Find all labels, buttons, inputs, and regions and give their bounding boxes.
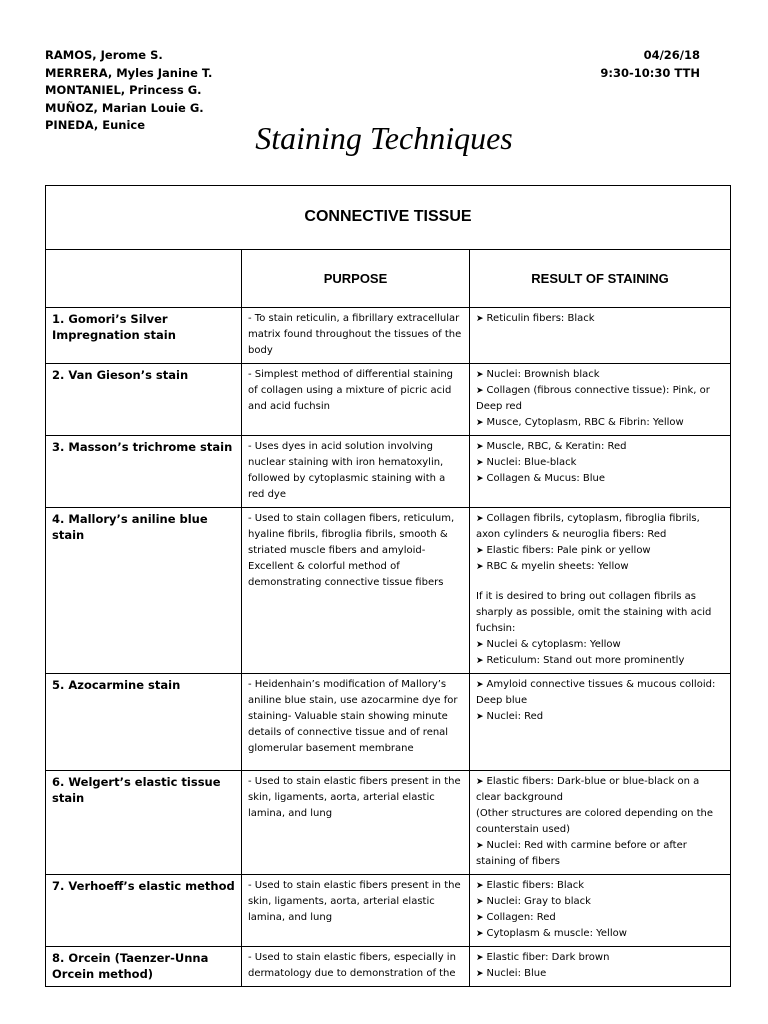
author-name: RAMOS, Jerome S.	[45, 48, 163, 62]
arrow-bullet-icon: ➤	[476, 897, 484, 907]
purpose-text: - Uses dyes in acid solution involving nuclear staining with iron hematoxylin, followed by cytoplasmic staining with a red dye	[248, 441, 446, 500]
result-note: If it is desired to bring out collagen fibrils as sharply as possible, omit the staining with acid fuchsin:	[476, 591, 712, 634]
result-item: ➤ Nuclei: Gray to black	[476, 896, 591, 907]
header-purpose: PURPOSE	[242, 250, 470, 308]
stain-name: 3. Masson’s trichrome stain	[46, 436, 242, 508]
arrow-bullet-icon: ➤	[476, 562, 484, 572]
result-item: ➤ Collagen & Mucus: Blue	[476, 473, 606, 484]
header-result: RESULT OF STAINING	[470, 250, 731, 308]
arrow-bullet-icon: ➤	[476, 546, 484, 556]
result-item: ➤ Elastic fibers: Black	[476, 880, 585, 891]
purpose-cell	[242, 674, 470, 771]
result-cell	[470, 674, 731, 771]
table-row	[46, 508, 731, 674]
arrow-bullet-icon: ➤	[476, 680, 484, 690]
result-item: ➤ Nuclei: Red	[476, 711, 544, 722]
result-item: ➤ Musce, Cytoplasm, RBC & Fibrin: Yellow	[476, 417, 684, 428]
document-title: Staining Techniques	[255, 120, 513, 156]
result-item: ➤ Cytoplasm & muscle: Yellow	[476, 928, 627, 939]
purpose-cell	[242, 308, 470, 364]
purpose-cell	[242, 364, 470, 436]
arrow-bullet-icon: ➤	[476, 881, 484, 891]
result-item: ➤ Reticulum: Stand out more prominently	[476, 655, 685, 666]
result-item: ➤ Muscle, RBC, & Keratin: Red	[476, 441, 627, 452]
arrow-bullet-icon: ➤	[476, 314, 484, 324]
arrow-bullet-icon: ➤	[476, 386, 484, 396]
result-cell	[470, 308, 731, 364]
arrow-bullet-icon: ➤	[476, 953, 484, 963]
purpose-text: - To stain reticulin, a fibrillary extracellular matrix found throughout the tissues of the body	[248, 313, 462, 356]
arrow-bullet-icon: ➤	[476, 370, 484, 380]
header-empty	[46, 250, 242, 308]
stain-name: 8. Orcein (Taenzer-Unna Orcein method)	[46, 947, 242, 987]
result-note: (Other structures are colored depending on the counterstain used)	[476, 808, 714, 835]
arrow-bullet-icon: ➤	[476, 929, 484, 939]
arrow-bullet-icon: ➤	[476, 418, 484, 428]
table-row	[46, 436, 731, 508]
purpose-text: - Heidenhain’s modification of Mallory’s aniline blue stain, use azocarmine dye for staining	[248, 679, 458, 722]
stain-name: 4. Mallory’s aniline blue stain	[46, 508, 242, 674]
result-item: ➤ Collagen: Red	[476, 912, 556, 923]
arrow-bullet-icon: ➤	[476, 913, 484, 923]
stain-name: 1. Gomori’s Silver Impregnation stain	[46, 308, 242, 364]
purpose-cell	[242, 436, 470, 508]
arrow-bullet-icon: ➤	[476, 474, 484, 484]
stain-name: 2. Van Gieson’s stain	[46, 364, 242, 436]
purpose-text: - Excellent & colorful method of demonstrating connective tissue fibers	[248, 545, 444, 588]
table-row	[46, 947, 731, 987]
arrow-bullet-icon: ➤	[476, 442, 484, 452]
purpose-cell	[242, 875, 470, 947]
stain-name: 6. Welgert’s elastic tissue stain	[46, 771, 242, 875]
result-item: ➤ Collagen fibrils, cytoplasm, fibroglia fibrils, axon cylinders & neuroglia fibers: Red	[476, 513, 700, 540]
section-row	[46, 186, 731, 250]
arrow-bullet-icon: ➤	[476, 514, 484, 524]
spacer	[476, 575, 724, 589]
date-block	[600, 47, 700, 82]
result-item: ➤ Elastic fibers: Dark-blue or blue-black on a clear background	[476, 776, 700, 803]
result-item: ➤ Reticulin fibers: Black	[476, 313, 595, 324]
result-item: ➤ Elastic fibers: Pale pink or yellow	[476, 545, 651, 556]
result-item: ➤ Collagen (fibrous connective tissue): Pink, or Deep red	[476, 385, 710, 412]
author-name: PINEDA, Eunice	[45, 118, 146, 133]
author-name: MERRERA, Myles Janine T.	[45, 65, 213, 80]
purpose-cell	[242, 771, 470, 875]
arrow-bullet-icon: ➤	[476, 640, 484, 650]
table-row	[46, 674, 731, 771]
arrow-bullet-icon: ➤	[476, 458, 484, 468]
author-name: MUÑOZ, Marian Louie G.	[45, 100, 204, 115]
purpose-text: - Used to stain elastic fibers present in the skin, ligaments, aorta, arterial elastic lamina, and lung	[248, 776, 461, 819]
result-cell	[470, 508, 731, 674]
result-item: ➤ Nuclei: Blue-black	[476, 457, 577, 468]
purpose-text: - Used to stain collagen fibers, reticulum, hyaline fibrils, fibroglia fibrils, smooth & striated muscle fibers and amyloid	[248, 513, 455, 556]
schedule: 9:30-10:30 TTH	[600, 65, 700, 80]
arrow-bullet-icon: ➤	[476, 777, 484, 787]
table-row	[46, 364, 731, 436]
result-cell	[470, 947, 731, 987]
arrow-bullet-icon: ➤	[476, 712, 484, 722]
result-item: ➤ Elastic fiber: Dark brown	[476, 952, 610, 963]
purpose-cell	[242, 508, 470, 674]
result-cell	[470, 875, 731, 947]
stain-name: 7. Verhoeff’s elastic method	[46, 875, 242, 947]
arrow-bullet-icon: ➤	[476, 656, 484, 666]
result-item: ➤ RBC & myelin sheets: Yellow	[476, 561, 629, 572]
arrow-bullet-icon: ➤	[476, 969, 484, 979]
result-cell	[470, 364, 731, 436]
purpose-text: - Valuable stain showing minute details of connective tissue and of renal glomerular basement membrane	[248, 711, 449, 754]
table-row	[46, 771, 731, 875]
arrow-bullet-icon: ➤	[476, 841, 484, 851]
result-item: ➤ Nuclei: Red with carmine before or after staining of fibers	[476, 840, 687, 867]
result-item: ➤ Nuclei: Brownish black	[476, 369, 600, 380]
purpose-text: - Used to stain elastic fibers present in the skin, ligaments, aorta, arterial elastic lamina, and lung	[248, 880, 461, 923]
stain-name: 5. Azocarmine stain	[46, 674, 242, 771]
date: 04/26/18	[643, 48, 700, 62]
staining-table	[45, 185, 731, 987]
result-item: ➤ Nuclei & cytoplasm: Yellow	[476, 639, 621, 650]
purpose-text: - Simplest method of differential staining of collagen using a mixture of picric acid and acid fuchsin	[248, 369, 454, 412]
purpose-cell	[242, 947, 470, 987]
purpose-text: - Used to stain elastic fibers, especially in dermatology due to demonstration of the	[248, 952, 456, 979]
result-cell	[470, 436, 731, 508]
result-item: ➤ Amyloid connective tissues & mucous colloid: Deep blue	[476, 679, 716, 706]
author-name: MONTANIEL, Princess G.	[45, 83, 202, 98]
section-title: CONNECTIVE TISSUE	[46, 186, 731, 250]
result-item: ➤ Nuclei: Blue	[476, 968, 547, 979]
header-row	[46, 250, 731, 308]
result-cell	[470, 771, 731, 875]
table-row	[46, 875, 731, 947]
table-row	[46, 308, 731, 364]
